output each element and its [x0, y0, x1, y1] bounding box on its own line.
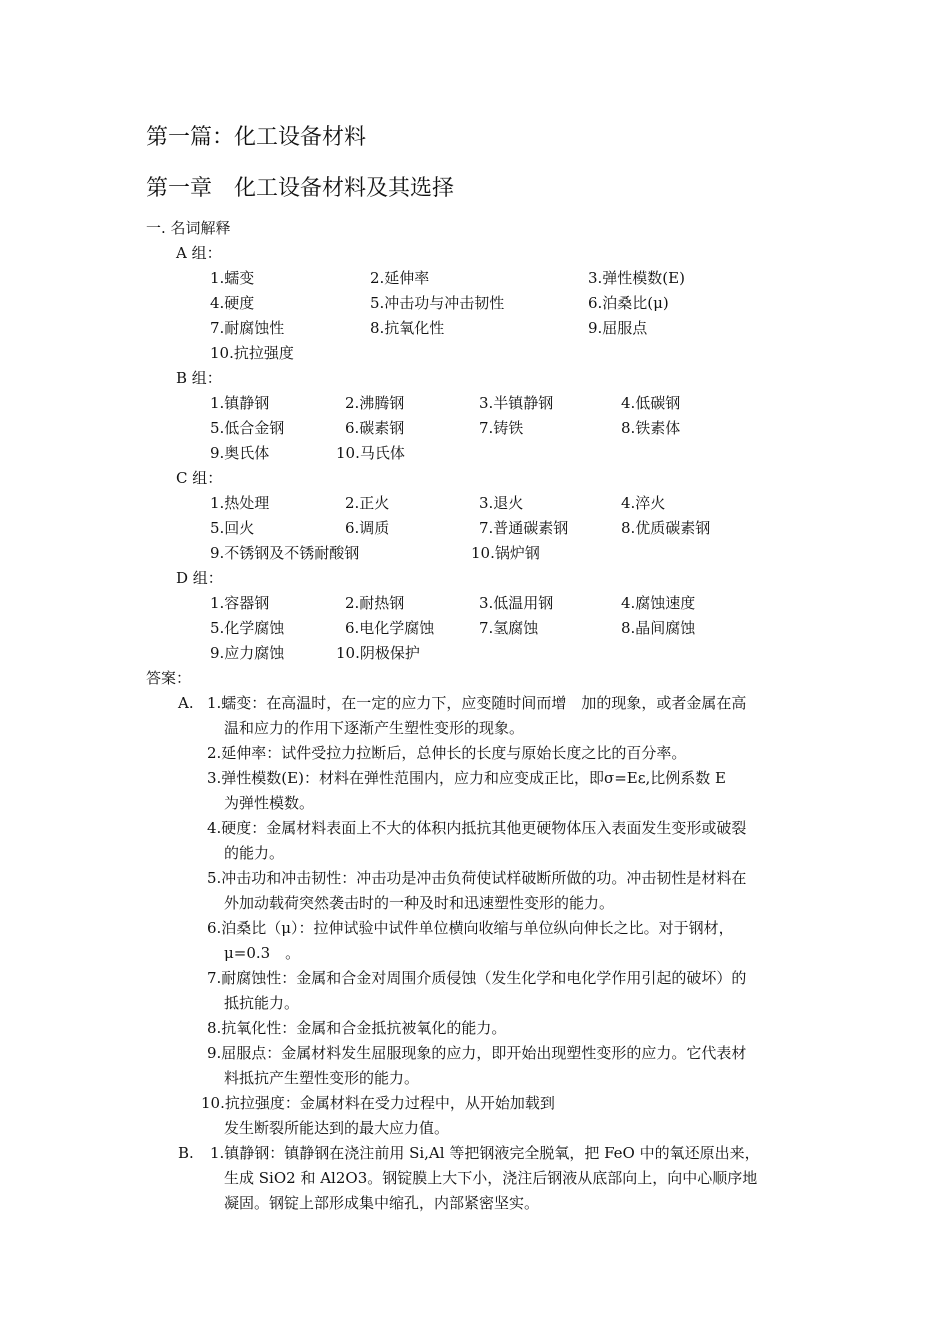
group-b-term: 8.铁素体 — [621, 419, 681, 437]
answer-b-line: 凝固。钢锭上部形成集中缩孔，内部紧密坚实。 — [224, 1194, 540, 1212]
answer-a-line: 2.延伸率：试件受拉力拉断后，总伸长的长度与原始长度之比的百分率。 — [207, 744, 687, 762]
answer-a-line: μ=0.3 。 — [224, 944, 301, 962]
group-b-term: 3.半镇静钢 — [479, 394, 554, 412]
answer-b-line: 生成 SiO2 和 Al2O3。钢锭膜上大下小，浇注后钢液从底部向上，向中心顺序地 — [224, 1169, 758, 1187]
group-b-term: 1.镇静钢 — [210, 394, 270, 412]
group-b-term: 5.低合金钢 — [210, 419, 285, 437]
answer-b-line: 1.镇静钢：镇静钢在浇注前用 Si,Al 等把钢液完全脱氧，把 FeO 中的氧还原出来， — [210, 1144, 760, 1162]
answer-a-line: 为弹性模数。 — [224, 794, 315, 812]
group-d-term: 1.容器钢 — [210, 594, 270, 612]
group-c-term: 1.热处理 — [210, 494, 270, 512]
group-c-label: C 组： — [176, 469, 223, 487]
group-b-term: 7.铸铁 — [479, 419, 524, 437]
group-d-term: 5.化学腐蚀 — [210, 619, 285, 637]
answer-a-line: 6.泊桑比（μ）：拉伸试验中试件单位横向收缩与单位纵向伸长之比。对于钢材， — [207, 919, 734, 937]
answer-a-line: 料抵抗产生塑性变形的能力。 — [224, 1069, 420, 1087]
group-d-term: 6.电化学腐蚀 — [345, 619, 435, 637]
group-d-term: 10.阴极保护 — [336, 644, 420, 662]
group-c-term: 8.优质碳素钢 — [621, 519, 711, 537]
group-b-term: 4.低碳钢 — [621, 394, 681, 412]
answers-a-label: A. — [178, 694, 194, 712]
group-d-label: D 组： — [176, 569, 223, 587]
group-a-term: 4.硬度 — [210, 294, 255, 312]
group-a-term: 7.耐腐蚀性 — [210, 319, 285, 337]
answer-a-line: 外加动载荷突然袭击时的一种及时和迅速塑性变形的能力。 — [224, 894, 615, 912]
answer-a-line: 抵抗能力。 — [224, 994, 300, 1012]
group-d-term: 9.应力腐蚀 — [210, 644, 285, 662]
group-b-term: 6.碳素钢 — [345, 419, 405, 437]
group-a-term: 9.屈服点 — [588, 319, 648, 337]
answer-a-line: 3.弹性模数(E)：材料在弹性范围内，应力和应变成正比，即σ=Eε,比例系数 E — [207, 769, 726, 787]
group-b-label: B 组： — [176, 369, 222, 387]
group-c-term: 2.正火 — [345, 494, 390, 512]
group-c-term: 5.回火 — [210, 519, 255, 537]
group-a-label: A 组： — [176, 244, 222, 262]
answer-a-line: 的能力。 — [224, 844, 285, 862]
answer-a-line: 5.冲击功和冲击韧性：冲击功是冲击负荷使试样破断所做的功。冲击韧性是材料在 — [207, 869, 747, 887]
group-a-term: 2.延伸率 — [370, 269, 430, 287]
part-title: 第一篇：化工设备材料 — [146, 125, 367, 150]
group-a-term: 8.抗氧化性 — [370, 319, 445, 337]
group-a-term: 5.冲击功与冲击韧性 — [370, 294, 505, 312]
group-c-term: 7.普通碳素钢 — [479, 519, 569, 537]
answer-a-line: 温和应力的作用下逐渐产生塑性变形的现象。 — [224, 719, 525, 737]
group-d-term: 4.腐蚀速度 — [621, 594, 696, 612]
group-c-term: 6.调质 — [345, 519, 390, 537]
section-heading: 一. 名词解释 — [146, 219, 231, 237]
group-c-term: 3.退火 — [479, 494, 524, 512]
group-b-term: 10.马氏体 — [336, 444, 405, 462]
group-c-term: 9.不锈钢及不锈耐酸钢 — [210, 544, 360, 562]
group-a-term: 3.弹性模数(E) — [588, 269, 685, 287]
group-d-term: 7.氢腐蚀 — [479, 619, 539, 637]
answer-a-line: 1.蠕变：在高温时，在一定的应力下，应变随时间而增 加的现象，或者金属在高 — [207, 694, 747, 712]
group-c-term: 10.锅炉钢 — [471, 544, 540, 562]
answer-a-line: 10.抗拉强度：金属材料在受力过程中，从开始加载到 — [201, 1094, 555, 1112]
chapter-title: 第一章 化工设备材料及其选择 — [146, 176, 455, 201]
answers-heading: 答案： — [146, 669, 192, 687]
group-b-term: 2.沸腾钢 — [345, 394, 405, 412]
group-a-term: 1.蠕变 — [210, 269, 255, 287]
answers-b-label: B. — [178, 1144, 194, 1162]
group-c-term: 4.淬火 — [621, 494, 666, 512]
group-d-term: 3.低温用钢 — [479, 594, 554, 612]
group-a-term: 10.抗拉强度 — [210, 344, 294, 362]
group-b-term: 9.奥氏体 — [210, 444, 270, 462]
answer-a-line: 发生断裂所能达到的最大应力值。 — [224, 1119, 450, 1137]
answer-a-line: 4.硬度：金属材料表面上不大的体积内抵抗其他更硬物体压入表面发生变形或破裂 — [207, 819, 747, 837]
answer-a-line: 7.耐腐蚀性：金属和合金对周围介质侵蚀（发生化学和电化学作用引起的破坏）的 — [207, 969, 747, 987]
answer-a-line: 8.抗氧化性：金属和合金抵抗被氧化的能力。 — [207, 1019, 507, 1037]
group-d-term: 2.耐热钢 — [345, 594, 405, 612]
group-a-term: 6.泊桑比(μ) — [588, 294, 669, 312]
group-d-term: 8.晶间腐蚀 — [621, 619, 696, 637]
answer-a-line: 9.屈服点：金属材料发生屈服现象的应力，即开始出现塑性变形的应力。它代表材 — [207, 1044, 747, 1062]
